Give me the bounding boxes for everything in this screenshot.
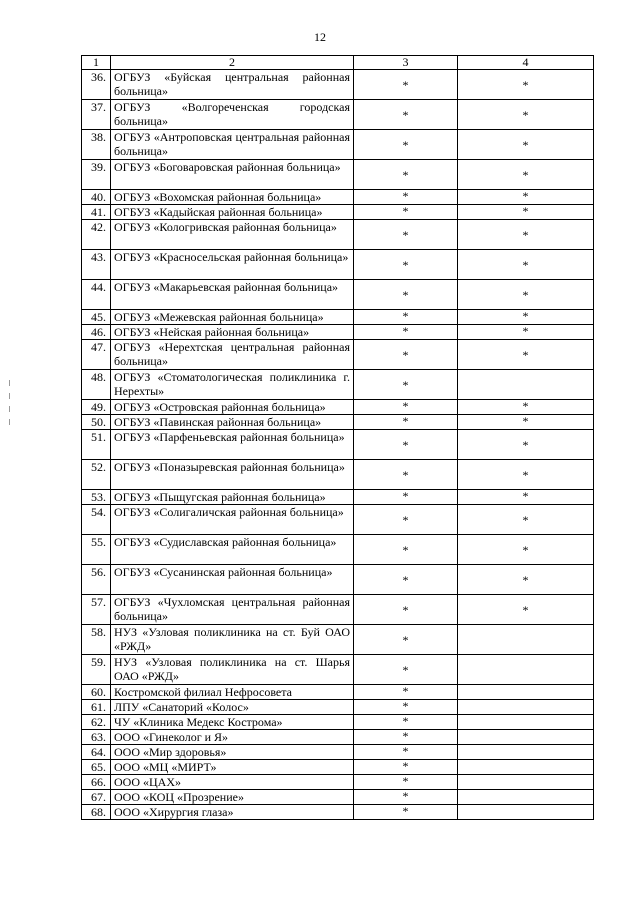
column-header-1: 1: [82, 56, 111, 70]
table-row: [82, 760, 594, 775]
row-number: 37.: [82, 100, 111, 130]
column-3-mark: *: [354, 805, 458, 820]
organization-name: НУЗ «Узловая поликлиника на ст. Шарья ОАО «РЖД»: [111, 655, 354, 685]
organization-name: ООО «Хирургия глаза»: [111, 805, 354, 820]
organization-name: ООО «ЦАХ»: [111, 775, 354, 790]
column-4-mark: *: [458, 565, 594, 595]
column-3-mark: *: [354, 190, 458, 205]
organization-name: ОГБУЗ «Пыщугская районная больница»: [111, 490, 354, 505]
table-row: [82, 790, 594, 805]
column-4-mark: *: [458, 400, 594, 415]
row-number: 59.: [82, 655, 111, 685]
column-3-mark: *: [354, 505, 458, 535]
table-body: [82, 56, 594, 820]
table-row: [82, 130, 594, 160]
column-4-mark: *: [458, 490, 594, 505]
row-number: 66.: [82, 775, 111, 790]
row-number: 62.: [82, 715, 111, 730]
column-3-mark: *: [354, 775, 458, 790]
organization-name: ОГБУЗ «Солигаличская районная больница»: [111, 505, 354, 535]
table-row: [82, 745, 594, 760]
row-number: 58.: [82, 625, 111, 655]
table-row: [82, 280, 594, 310]
column-4-mark: [458, 625, 594, 655]
column-4-mark: [458, 745, 594, 760]
row-number: 51.: [82, 430, 111, 460]
column-4-mark: [458, 730, 594, 745]
row-number: 50.: [82, 415, 111, 430]
table-row: [82, 250, 594, 280]
column-4-mark: [458, 370, 594, 400]
organization-name: ОГБУЗ «Волгореченская городская больница»: [111, 100, 354, 130]
column-4-mark: *: [458, 340, 594, 370]
column-3-mark: *: [354, 415, 458, 430]
organization-name: ООО «Мир здоровья»: [111, 745, 354, 760]
row-number: 44.: [82, 280, 111, 310]
organization-name: ОГБУЗ «Вохомская районная больница»: [111, 190, 354, 205]
page-number: 12: [314, 30, 326, 44]
column-3-mark: *: [354, 565, 458, 595]
organization-name: НУЗ «Узловая поликлиника на ст. Буй ОАО «РЖД»: [111, 625, 354, 655]
column-3-mark: *: [354, 655, 458, 685]
organization-name: ОГБУЗ «Макарьевская районная больница»: [111, 280, 354, 310]
column-3-mark: *: [354, 250, 458, 280]
organization-name: ОГБУЗ «Островская районная больница»: [111, 400, 354, 415]
organization-name: ОГБУЗ «Парфеньевская районная больница»: [111, 430, 354, 460]
row-number: 67.: [82, 790, 111, 805]
column-3-mark: *: [354, 460, 458, 490]
column-3-mark: *: [354, 100, 458, 130]
organization-name: ООО «МЦ «МИРТ»: [111, 760, 354, 775]
column-4-mark: [458, 790, 594, 805]
row-number: 55.: [82, 535, 111, 565]
table-row: [82, 565, 594, 595]
organization-name: ОГБУЗ «Межевская районная больница»: [111, 310, 354, 325]
organization-name: ОГБУЗ «Буйская центральная районная больница»: [111, 70, 354, 100]
organization-name: ОГБУЗ «Кологривская районная больница»: [111, 220, 354, 250]
row-number: 43.: [82, 250, 111, 280]
table-row: [82, 655, 594, 685]
table-row: [82, 715, 594, 730]
table-row: [82, 685, 594, 700]
table-row: [82, 775, 594, 790]
column-3-mark: *: [354, 760, 458, 775]
row-number: 61.: [82, 700, 111, 715]
column-header-2: 2: [111, 56, 354, 70]
row-number: 63.: [82, 730, 111, 745]
organization-name: ЛПУ «Санаторий «Колос»: [111, 700, 354, 715]
column-4-mark: *: [458, 505, 594, 535]
row-number: 68.: [82, 805, 111, 820]
organization-name: Костромской филиал Нефросовета: [111, 685, 354, 700]
column-3-mark: *: [354, 700, 458, 715]
column-3-mark: *: [354, 430, 458, 460]
column-3-mark: *: [354, 730, 458, 745]
organization-name: ОГБУЗ «Кадыйская районная больница»: [111, 205, 354, 220]
table-row: [82, 190, 594, 205]
row-number: 42.: [82, 220, 111, 250]
column-3-mark: *: [354, 595, 458, 625]
column-4-mark: *: [458, 310, 594, 325]
column-3-mark: *: [354, 310, 458, 325]
table-row: [82, 730, 594, 745]
table-row: [82, 70, 594, 100]
column-3-mark: *: [354, 370, 458, 400]
column-4-mark: [458, 805, 594, 820]
organization-name: ЧУ «Клиника Медекс Кострома»: [111, 715, 354, 730]
row-number: 54.: [82, 505, 111, 535]
organization-name: ОГБУЗ «Красносельская районная больница»: [111, 250, 354, 280]
row-number: 48.: [82, 370, 111, 400]
table-header-row: [82, 56, 594, 70]
organization-name: ОГБУЗ «Поназыревская районная больница»: [111, 460, 354, 490]
table-row: [82, 415, 594, 430]
row-number: 56.: [82, 565, 111, 595]
table-row: [82, 595, 594, 625]
organization-name: ООО «Гинеколог и Я»: [111, 730, 354, 745]
organization-name: ОГБУЗ «Сусанинская районная больница»: [111, 565, 354, 595]
organization-name: ОГБУЗ «Чухломская центральная районная больница»: [111, 595, 354, 625]
table-row: [82, 100, 594, 130]
table-row: [82, 310, 594, 325]
column-3-mark: *: [354, 205, 458, 220]
column-4-mark: [458, 775, 594, 790]
row-number: 64.: [82, 745, 111, 760]
column-3-mark: *: [354, 745, 458, 760]
column-3-mark: *: [354, 280, 458, 310]
column-4-mark: *: [458, 325, 594, 340]
column-3-mark: *: [354, 340, 458, 370]
row-number: 41.: [82, 205, 111, 220]
table-row: [82, 325, 594, 340]
row-number: 52.: [82, 460, 111, 490]
column-header-3: 3: [354, 56, 458, 70]
column-4-mark: *: [458, 280, 594, 310]
table-row: [82, 400, 594, 415]
row-number: 40.: [82, 190, 111, 205]
row-number: 60.: [82, 685, 111, 700]
organization-name: ОГБУЗ «Нерехтская центральная районная больница»: [111, 340, 354, 370]
column-4-mark: [458, 685, 594, 700]
table-row: [82, 220, 594, 250]
column-4-mark: *: [458, 220, 594, 250]
table-row: [82, 460, 594, 490]
column-4-mark: *: [458, 130, 594, 160]
column-3-mark: *: [354, 400, 458, 415]
column-3-mark: *: [354, 715, 458, 730]
organization-name: ОГБУЗ «Антроповская центральная районная больница»: [111, 130, 354, 160]
organization-name: ООО «КОЦ «Прозрение»: [111, 790, 354, 805]
column-4-mark: *: [458, 415, 594, 430]
column-3-mark: *: [354, 625, 458, 655]
row-number: 53.: [82, 490, 111, 505]
column-3-mark: *: [354, 325, 458, 340]
column-3-mark: *: [354, 160, 458, 190]
column-3-mark: *: [354, 685, 458, 700]
row-number: 38.: [82, 130, 111, 160]
column-4-mark: *: [458, 460, 594, 490]
column-4-mark: *: [458, 250, 594, 280]
organization-name: ОГБУЗ «Павинская районная больница»: [111, 415, 354, 430]
column-3-mark: *: [354, 490, 458, 505]
margin-marks: [9, 380, 11, 440]
table-row: [82, 160, 594, 190]
row-number: 36.: [82, 70, 111, 100]
row-number: 46.: [82, 325, 111, 340]
column-4-mark: *: [458, 100, 594, 130]
column-4-mark: *: [458, 595, 594, 625]
row-number: 47.: [82, 340, 111, 370]
column-4-mark: [458, 760, 594, 775]
table-row: [82, 805, 594, 820]
column-4-mark: *: [458, 70, 594, 100]
column-4-mark: *: [458, 535, 594, 565]
organization-name: ОГБУЗ «Судиславская районная больница»: [111, 535, 354, 565]
column-3-mark: *: [354, 70, 458, 100]
table-row: [82, 535, 594, 565]
table-row: [82, 205, 594, 220]
organization-name: ОГБУЗ «Нейская районная больница»: [111, 325, 354, 340]
table-row: [82, 370, 594, 400]
column-3-mark: *: [354, 220, 458, 250]
column-3-mark: *: [354, 790, 458, 805]
table-row: [82, 625, 594, 655]
row-number: 45.: [82, 310, 111, 325]
column-4-mark: *: [458, 430, 594, 460]
row-number: 65.: [82, 760, 111, 775]
row-number: 39.: [82, 160, 111, 190]
organization-name: ОГБУЗ «Боговаровская районная больница»: [111, 160, 354, 190]
table-row: [82, 505, 594, 535]
organizations-table: [81, 55, 594, 820]
column-4-mark: [458, 700, 594, 715]
column-3-mark: *: [354, 130, 458, 160]
row-number: 57.: [82, 595, 111, 625]
column-4-mark: [458, 655, 594, 685]
column-4-mark: *: [458, 160, 594, 190]
table-row: [82, 700, 594, 715]
row-number: 49.: [82, 400, 111, 415]
column-4-mark: *: [458, 205, 594, 220]
organization-name: ОГБУЗ «Стоматологическая поликлиника г. Нерехты»: [111, 370, 354, 400]
column-4-mark: [458, 715, 594, 730]
column-3-mark: *: [354, 535, 458, 565]
column-header-4: 4: [458, 56, 594, 70]
table-row: [82, 490, 594, 505]
table-row: [82, 340, 594, 370]
table-row: [82, 430, 594, 460]
column-4-mark: *: [458, 190, 594, 205]
